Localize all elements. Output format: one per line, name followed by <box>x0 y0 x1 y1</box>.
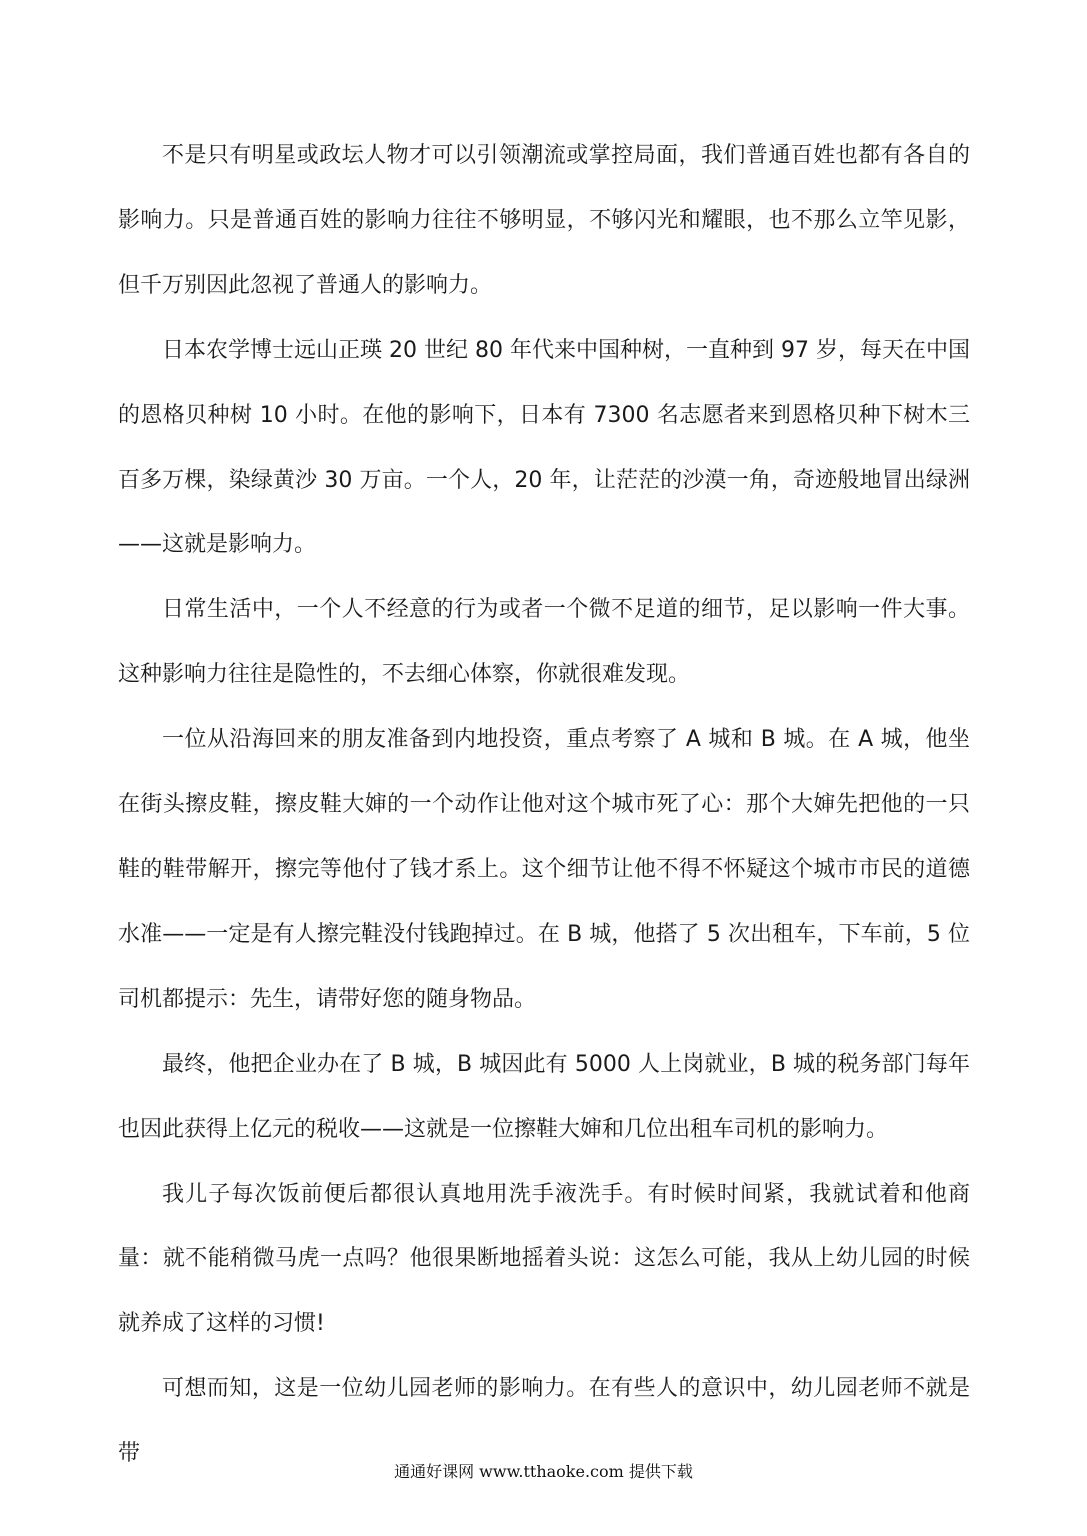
paragraph-1: 不是只有明星或政坛人物才可以引领潮流或掌控局面，我们普通百姓也都有各自的影响力。只是普通百姓的影响力往往不够明显，不够闪光和耀眼，也不那么立竿见影，但千万别因此忽视了普通人的影响力。 <box>118 143 970 298</box>
paragraph-5: 最终，他把企业办在了 B 城，B 城因此有 5000 人上岗就业，B 城的税务部门每年也因此获得上亿元的税收——这就是一位擦鞋大婶和几位出租车司机的影响力。 <box>118 1051 970 1142</box>
document-body <box>118 124 970 1487</box>
page-footer: 通通好课网 www.tthaoke.com 提供下载 <box>394 1462 693 1481</box>
paragraph-6: 我儿子每次饭前便后都很认真地用洗手液洗手。有时候时间紧，我就试着和他商量：就不能稍微马虎一点吗？他很果断地摇着头说：这怎么可能，我从上幼儿园的时候就养成了这样的习惯! <box>118 1181 970 1337</box>
paragraph-2: 日本农学博士远山正瑛 20 世纪 80 年代来中国种树，一直种到 97 岁，每天在中国的恩格贝种树 10 小时。在他的影响下，日本有 7300 名志愿者来到恩格贝种下树木三百多万棵，染绿黄沙 30 万亩。一个人，20 年，让茫茫的沙漠一角，奇迹般地冒出绿洲——这就是影响力。 <box>118 337 970 558</box>
paragraph-4: 一位从沿海回来的朋友准备到内地投资，重点考察了 A 城和 B 城。在 A 城，他坐在街头擦皮鞋，擦皮鞋大婶的一个动作让他对这个城市死了心：那个大婶先把他的一只鞋的鞋带解开，擦完等他付了钱才系上。这个细节让他不得不怀疑这个城市市民的道德水准——一定是有人擦完鞋没付钱跑掉过。在 B 城，他搭了 5 次出租车，下车前，5 位司机都提示：先生，请带好您的随身物品。 <box>118 727 970 1012</box>
paragraph-3: 日常生活中，一个人不经意的行为或者一个微不足道的细节，足以影响一件大事。这种影响力往往是隐性的，不去细心体察，你就很难发现。 <box>118 597 970 688</box>
paragraph-7: 可想而知，这是一位幼儿园老师的影响力。在有些人的意识中，幼儿园老师不就是带 <box>118 1376 970 1467</box>
